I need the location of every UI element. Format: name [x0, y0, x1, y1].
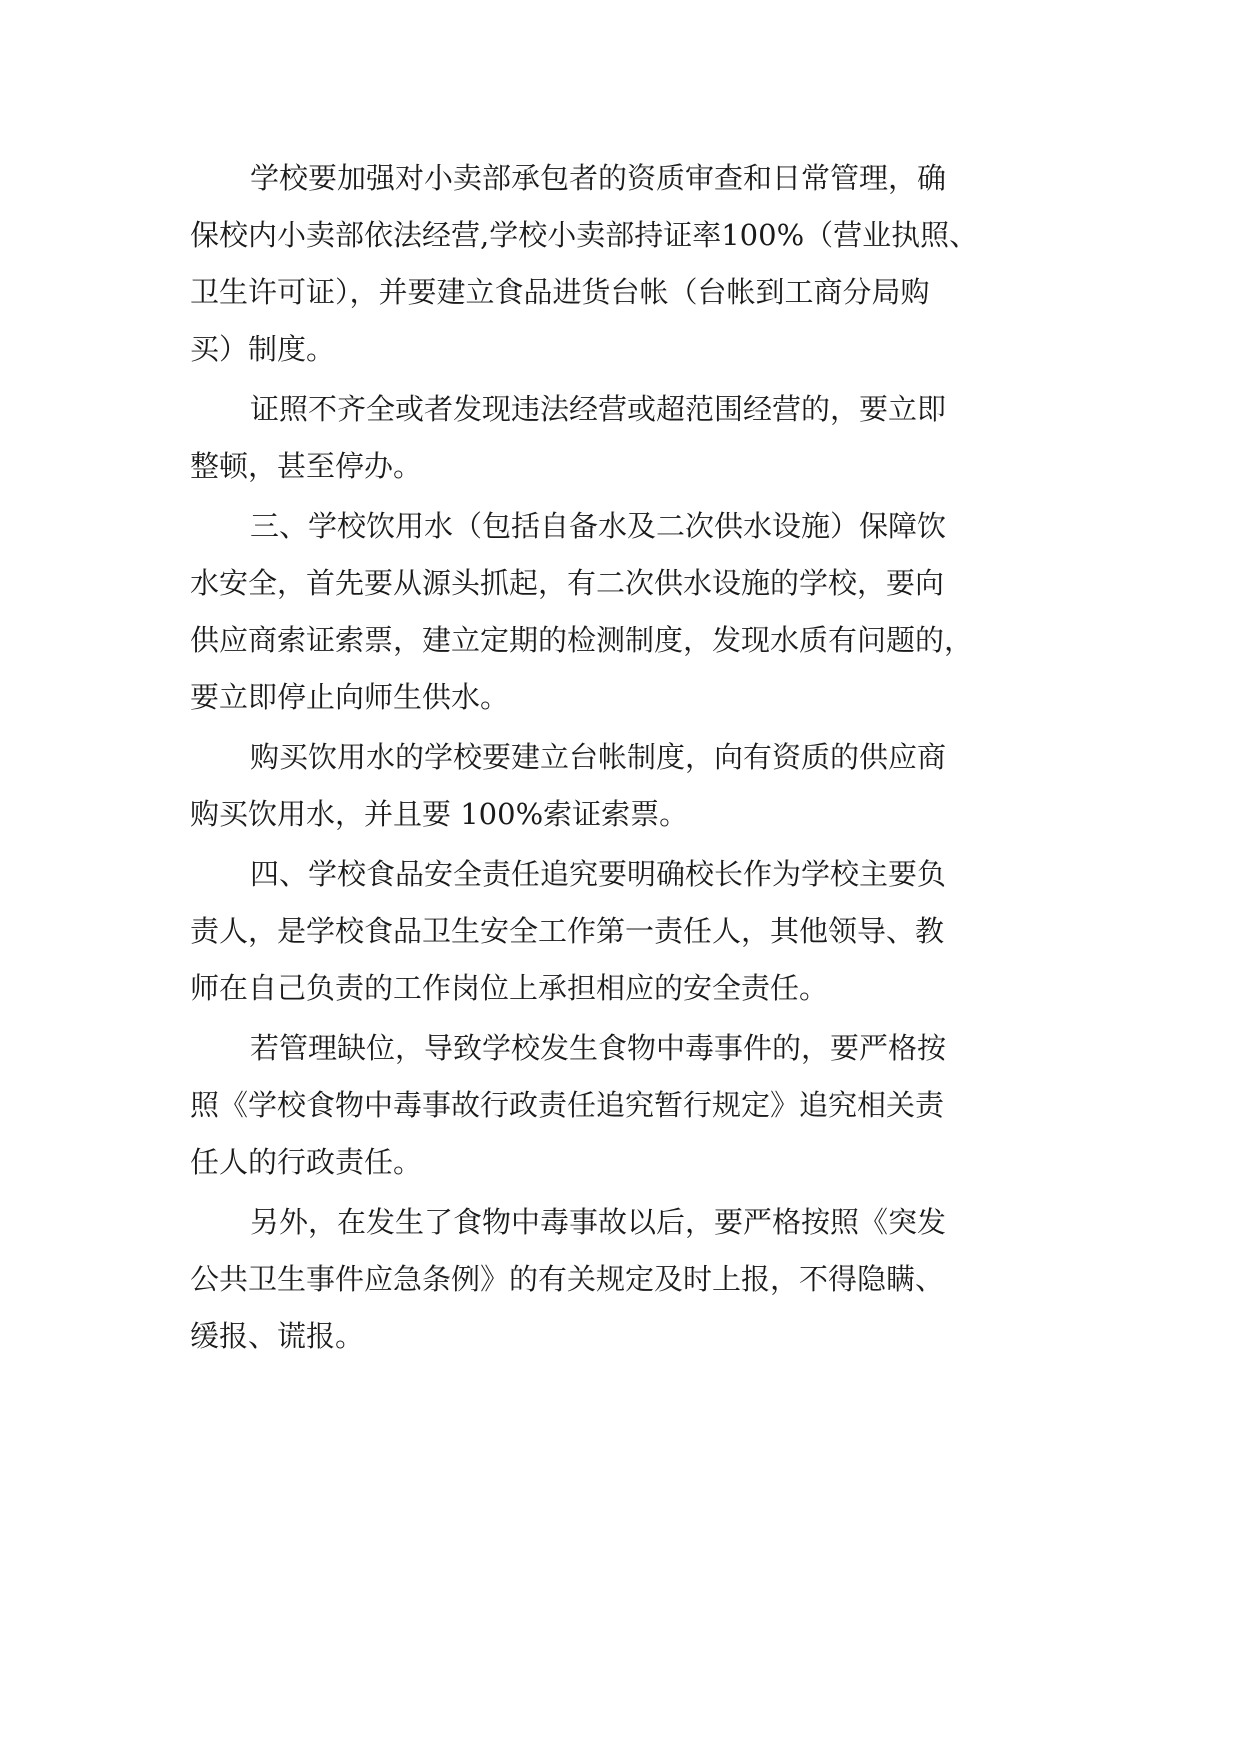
paragraph — [190, 1204, 1080, 1354]
paragraph-line: 要立即停止向师生供水。 — [190, 680, 510, 714]
paragraph-line: 另外，在发生了食物中毒事故以后，要严格按照《突发 — [250, 1205, 947, 1239]
paragraph-line: 若管理缺位，导致学校发生食物中毒事件的，要严格按 — [250, 1031, 947, 1065]
paragraph-line: 四、学校食品安全责任追究要明确校长作为学校主要负 — [250, 857, 947, 891]
paragraph — [190, 508, 1080, 715]
paragraph-line: 水安全，首先要从源头抓起，有二次供水设施的学校，要向 — [190, 566, 945, 600]
paragraph-line: 师在自己负责的工作岗位上承担相应的安全责任。 — [190, 971, 829, 1005]
paragraph-line: 责人，是学校食品卫生安全工作第一责任人，其他领导、教 — [190, 914, 945, 948]
paragraph — [190, 160, 1080, 367]
paragraph-line: 学校要加强对小卖部承包者的资质审查和日常管理，确 — [250, 161, 947, 195]
paragraph-line: 三、学校饮用水（包括自备水及二次供水设施）保障饮 — [250, 509, 947, 543]
document-body — [190, 160, 1080, 1354]
paragraph-line: 买）制度。 — [190, 332, 336, 366]
paragraph-line: 公共卫生事件应急条例》的有关规定及时上报，不得隐瞒、 — [190, 1262, 945, 1296]
paragraph — [190, 856, 1080, 1006]
paragraph-line: 照《学校食物中毒事故行政责任追究暂行规定》追究相关责 — [190, 1088, 945, 1122]
paragraph-line: 整顿，甚至停办。 — [190, 449, 423, 483]
paragraph-line: 缓报、谎报。 — [190, 1319, 365, 1353]
paragraph-line: 证照不齐全或者发现违法经营或超范围经营的，要立即 — [250, 392, 947, 426]
paragraph-line: 卫生许可证），并要建立食品进货台帐（台帐到工商分局购 — [190, 275, 930, 309]
paragraph-line: 购买饮用水的学校要建立台帐制度，向有资质的供应商 — [250, 740, 947, 774]
paragraph — [190, 739, 1080, 832]
paragraph-line: 购买饮用水，并且要 100%索证索票。 — [190, 797, 689, 831]
paragraph-line: 供应商索证索票，建立定期的检测制度，发现水质有问题的， — [190, 623, 974, 657]
paragraph-line: 任人的行政责任。 — [190, 1145, 423, 1179]
paragraph — [190, 391, 1080, 484]
paragraph — [190, 1030, 1080, 1180]
paragraph-line: 保校内小卖部依法经营,学校小卖部持证率100%（营业执照、 — [190, 218, 979, 252]
